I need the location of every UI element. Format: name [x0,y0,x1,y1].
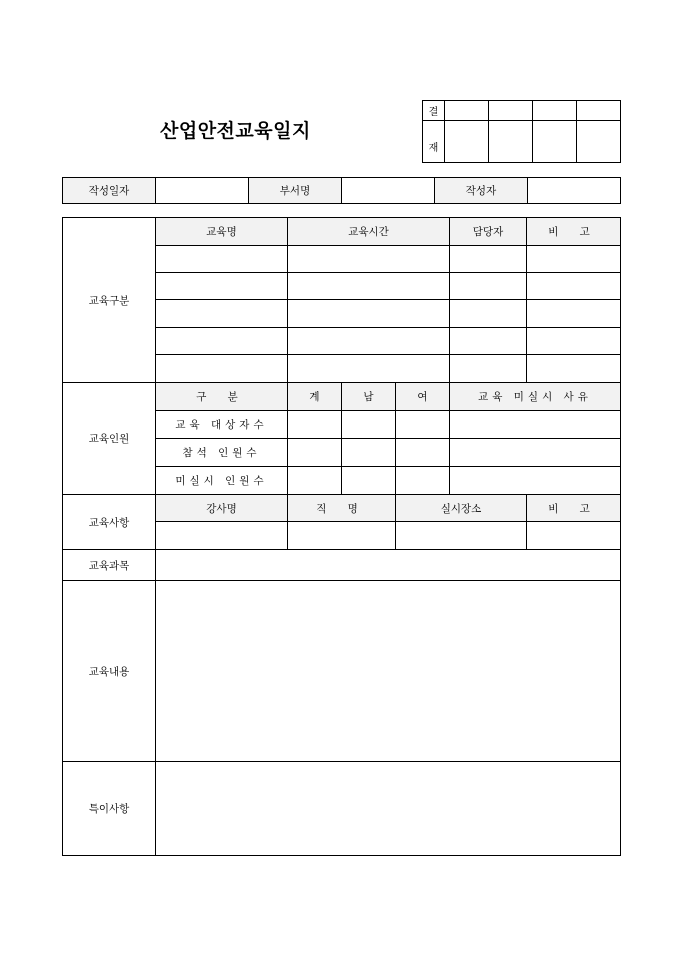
manager-cell[interactable] [450,355,527,383]
approval-table [422,100,621,163]
edu-matters-label: 교육사항 [63,495,156,550]
reason-cell[interactable] [450,439,621,467]
manager-cell[interactable] [450,300,527,328]
manager-cell[interactable] [450,328,527,355]
approval-title-cell[interactable] [577,101,621,121]
edu-time-cell[interactable] [288,246,450,273]
edu-personnel-label: 교육인원 [63,383,156,495]
female-cell[interactable] [396,467,450,495]
remarks-cell[interactable] [527,246,621,273]
date-label: 작성일자 [63,178,156,204]
male-cell[interactable] [342,411,396,439]
male-cell[interactable] [342,439,396,467]
edu-time-header: 교육시간 [288,218,450,246]
edu-name-header: 교육명 [156,218,288,246]
category-header: 구 분 [156,383,288,411]
remarks-header: 비 고 [527,218,621,246]
edu-time-cell[interactable] [288,328,450,355]
edu-subject-label: 교육과목 [63,550,156,581]
edu-name-cell[interactable] [156,246,288,273]
approval-title-cell[interactable] [489,101,533,121]
remarks-cell[interactable] [527,355,621,383]
total-header: 계 [288,383,342,411]
manager-cell[interactable] [450,273,527,300]
male-header: 남 [342,383,396,411]
location-header: 실시장소 [396,495,527,522]
edu-content-field[interactable] [156,581,621,762]
special-notes-label: 특이사항 [63,762,156,856]
manager-cell[interactable] [450,246,527,273]
attendee-count-label: 참석 인원수 [156,439,288,467]
edu-time-cell[interactable] [288,355,450,383]
non-attendance-reason-header: 교육 미실시 사유 [450,383,621,411]
edu-name-cell[interactable] [156,273,288,300]
info-table [62,177,621,204]
remarks-cell[interactable] [527,273,621,300]
approval-sign-cell[interactable] [577,121,621,163]
female-cell[interactable] [396,439,450,467]
location-cell[interactable] [396,522,527,550]
target-count-label: 교육 대상자수 [156,411,288,439]
manager-header: 담당자 [450,218,527,246]
edu-subject-field[interactable] [156,550,621,581]
matters-remarks-cell[interactable] [527,522,621,550]
total-cell[interactable] [288,439,342,467]
edu-name-cell[interactable] [156,300,288,328]
position-header: 직 명 [288,495,396,522]
instructor-cell[interactable] [156,522,288,550]
edu-type-label: 교육구분 [63,218,156,383]
approval-sign-cell[interactable] [445,121,489,163]
special-notes-field[interactable] [156,762,621,856]
approval-title-cell[interactable] [533,101,577,121]
edu-name-cell[interactable] [156,328,288,355]
total-cell[interactable] [288,467,342,495]
absent-count-label: 미실시 인원수 [156,467,288,495]
male-cell[interactable] [342,467,396,495]
reason-cell[interactable] [450,411,621,439]
approval-label-top: 결 [423,101,445,121]
edu-time-cell[interactable] [288,273,450,300]
approval-sign-cell[interactable] [533,121,577,163]
female-cell[interactable] [396,411,450,439]
reason-cell[interactable] [450,467,621,495]
matters-remarks-header: 비 고 [527,495,621,522]
remarks-cell[interactable] [527,300,621,328]
approval-sign-cell[interactable] [489,121,533,163]
approval-label-bottom: 재 [423,121,445,163]
remarks-cell[interactable] [527,328,621,355]
female-header: 여 [396,383,450,411]
total-cell[interactable] [288,411,342,439]
edu-content-label: 교육내용 [63,581,156,762]
approval-title-cell[interactable] [445,101,489,121]
dept-field[interactable] [342,178,435,204]
position-cell[interactable] [288,522,396,550]
edu-name-cell[interactable] [156,355,288,383]
page-title: 산업안전교육일지 [160,120,311,142]
author-field[interactable] [528,178,621,204]
instructor-header: 강사명 [156,495,288,522]
author-label: 작성자 [435,178,528,204]
main-form-table [62,217,621,856]
dept-label: 부서명 [249,178,342,204]
date-field[interactable] [156,178,249,204]
edu-time-cell[interactable] [288,300,450,328]
